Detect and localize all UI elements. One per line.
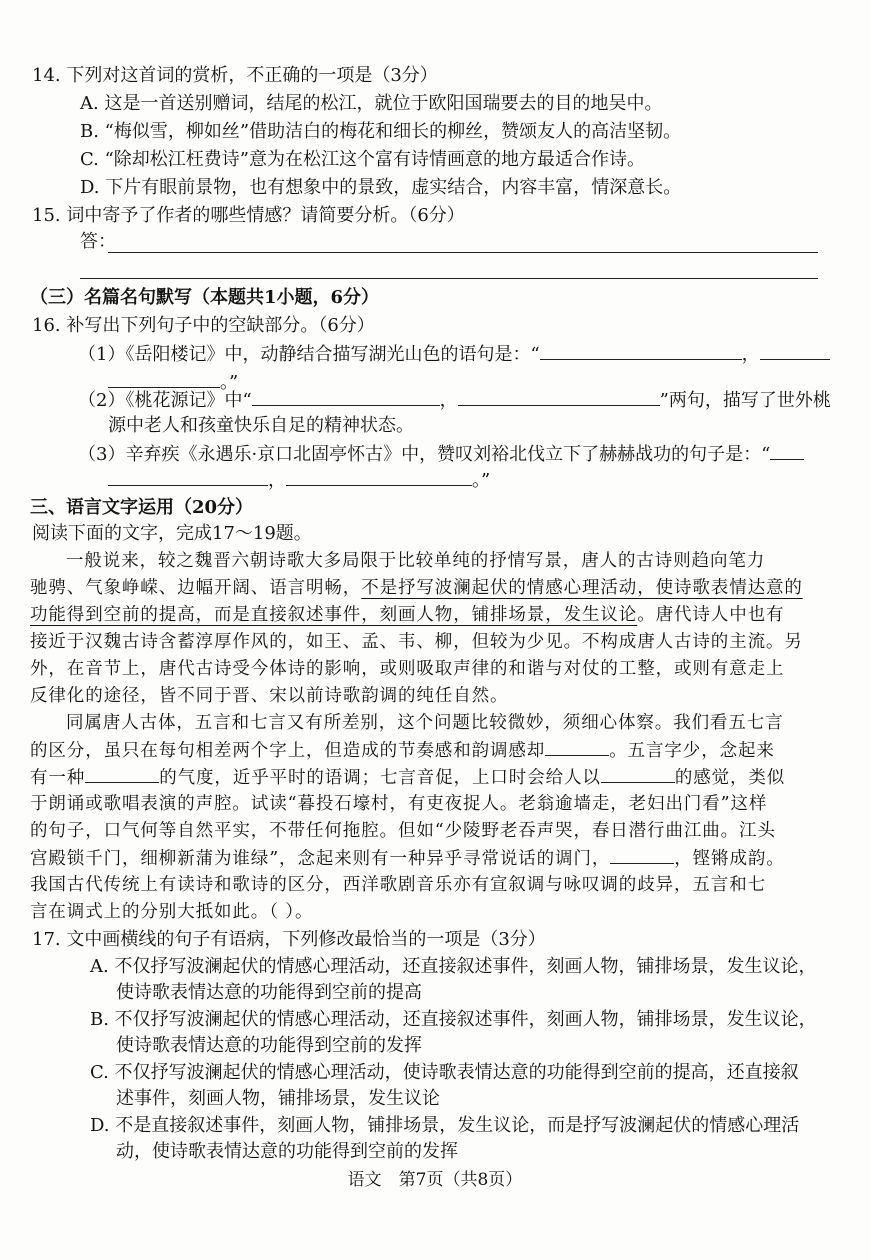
comma: ，: [268, 470, 286, 491]
passage-line: 同属唐人古体，五言和七言又有所差别，这个问题比较微妙，须细心体察。我们看五七言: [66, 713, 784, 733]
fill-blank[interactable]: [458, 388, 660, 406]
passage-text: 有一种: [30, 768, 86, 788]
q17-option-b: B. 不仅抒写波澜起伏的情感心理活动，还直接叙述事件，刻画人物，铺排场景，发生议论，: [90, 1009, 817, 1030]
underlined-sentence: 功能得到空前的提高，而是直接叙述事件，刻画人物，铺排场景，发生议论: [30, 605, 638, 625]
q16-part2: [78, 388, 831, 413]
passage-line: 我国古代传统上有读诗和歌诗的区分，西洋歌剧音乐亦有宣叙调与咏叹调的歧异，五言和七: [30, 875, 766, 895]
passage-line: [30, 576, 803, 600]
passage-line: 一般说来，较之魏晋六朝诗歌大多局限于比较单纯的抒情写景，唐人的古诗则趋向笔力: [66, 551, 766, 571]
passage-line: 言在调式上的分别大抵如此。（ ）。: [30, 902, 314, 922]
answer-line[interactable]: [80, 278, 818, 279]
fill-blank[interactable]: [540, 342, 742, 360]
q17-option-a: A. 不仅抒写波澜起伏的情感心理活动，还直接叙述事件，刻画人物，铺排场景，发生议论，: [90, 956, 817, 977]
q14-stem: 14. 下列对这首词的赏析，不正确的一项是（3分）: [32, 65, 438, 86]
fill-blank[interactable]: [252, 388, 440, 406]
q14-option-b: B. “梅似雪，柳如丝”借助洁白的梅花和细长的柳丝，赞颂友人的高洁坚韧。: [80, 121, 682, 142]
q14-option-d: D. 下片有眼前景物，也有想象中的景致，虚实结合，内容丰富，情深意长。: [80, 177, 682, 198]
q17-option-a-cont: 使诗歌表情达意的功能得到空前的提高: [116, 982, 422, 1003]
passage-line: [30, 603, 784, 627]
q17-option-b-cont: 使诗歌表情达意的功能得到空前的发挥: [116, 1035, 422, 1056]
passage-line: 接近于汉魏古诗含蓄淳厚作风的，如王、孟、韦、柳，但较为少见。不构成唐人古诗的主流。另: [30, 632, 803, 652]
fill-blank[interactable]: [760, 342, 830, 360]
passage-text: ，铿锵成韵。: [674, 849, 785, 869]
passage-line: [30, 846, 785, 871]
q16-part3: [78, 442, 804, 467]
passage-line: 外，在音节上，唐代古诗受今体诗的影响，或则吸取声律的和谐与对仗的工整，或则有意走上: [30, 659, 785, 679]
q17-option-c: C. 不仅抒写波澜起伏的情感心理活动，使诗歌表情达意的功能得到空前的提高，还直接叙: [90, 1062, 799, 1083]
passage-line: 反律化的途径，皆不同于晋、宋以前诗歌韵调的纯任自然。: [30, 686, 509, 706]
section-heading: （三）名篇名句默写（本题共1小题，6分）: [30, 287, 380, 308]
end-quote: 。”: [472, 470, 491, 491]
q16-part1: [78, 342, 830, 367]
q16-part3-cont: [108, 468, 490, 493]
passage-text: 。五言字少，念起来: [609, 741, 775, 761]
passage-text: 。唐代诗人中也有: [637, 605, 785, 625]
comma: ，: [741, 344, 760, 365]
comma: ，: [439, 390, 458, 411]
q16-stem: 16. 补写出下列句子中的空缺部分。（6分）: [32, 315, 375, 336]
q17-option-d: D. 不是直接叙述事件，刻画人物，铺排场景，发生议论，而是抒写波澜起伏的情感心理活: [90, 1115, 800, 1136]
q15-answer-label: 答：: [80, 231, 116, 252]
passage-line: 于朗诵或歌唱表演的声腔。试读“暮投石壕村，有吏夜捉人。老翁逾墙走，老妇出门看”这样: [30, 794, 768, 814]
passage-text: 的气度，近乎平时的语调；七言音促，上口时会给人以: [159, 768, 601, 788]
fill-blank[interactable]: [108, 468, 268, 486]
fill-blank[interactable]: [610, 846, 674, 864]
q14-option-c: C. “除却松江枉费诗”意为在松江这个富有诗情画意的地方最适合作诗。: [80, 149, 645, 170]
q16-part1-text: （1）《岳阳楼记》中，动静结合描写湖光山色的语句是：“: [78, 344, 540, 365]
passage-line: 的句子，口气何等自然平实，不带任何拖腔。但如“少陵野老吞声哭，春日潜行曲江曲。江头: [30, 821, 776, 841]
q16-part3-text: （3）辛弃疾《永遇乐·京口北固亭怀古》中，赞叹刘裕北伐立下了赫赫战功的句子是：“: [78, 444, 771, 465]
page-footer: 语文 第7页（共8页）: [347, 1170, 523, 1190]
passage-line: [30, 765, 785, 790]
q16-part2-cont: 源中老人和孩童快乐自足的精神状态。: [108, 415, 414, 436]
passage-text: 宫殿锁千门，细柳新蒲为谁绿”，念起来则有一种异乎寻常说话的调门，: [30, 849, 611, 869]
passage-line: [30, 738, 775, 763]
passage-text: 驰骋、气象峥嵘、边幅开阔、语言明畅，: [30, 578, 362, 598]
q14-option-a: A. 这是一首送别赠词，结尾的松江，就位于欧阳国瑞要去的目的地吴中。: [80, 93, 663, 114]
underlined-sentence: 不是抒写波澜起伏的情感心理活动，使诗歌表情达意的: [361, 578, 803, 598]
q17-stem: 17. 文中画横线的句子有语病，下列修改最恰当的一项是（3分）: [32, 929, 546, 950]
fill-blank[interactable]: [108, 370, 220, 388]
fill-blank[interactable]: [286, 468, 472, 486]
q17-option-d-cont: 动，使诗歌表情达意的功能得到空前的发挥: [116, 1141, 458, 1162]
fill-blank[interactable]: [545, 738, 609, 756]
end-quote: 。”: [220, 372, 239, 393]
part-heading: 三、语言文字运用（20分）: [30, 497, 254, 518]
fill-blank[interactable]: [770, 442, 804, 460]
passage-text: 的区分，虽只在每句相差两个字上，但造成的节奏感和韵调感却: [30, 741, 546, 761]
q16-part2-text: （2）《桃花源记》中“: [78, 390, 252, 411]
fill-blank[interactable]: [85, 765, 159, 783]
q16-part2-tail: ”两句，描写了世外桃: [659, 390, 831, 411]
passage-text: 的感觉，类似: [674, 768, 786, 788]
q17-option-c-cont: 述事件，刻画人物，铺排场景，发生议论: [116, 1088, 440, 1109]
answer-line[interactable]: [108, 252, 818, 253]
q15-stem: 15. 词中寄予了作者的哪些情感？请简要分析。（6分）: [32, 205, 465, 226]
fill-blank[interactable]: [601, 765, 675, 783]
reading-intro: 阅读下面的文字，完成17～19题。: [32, 523, 312, 544]
